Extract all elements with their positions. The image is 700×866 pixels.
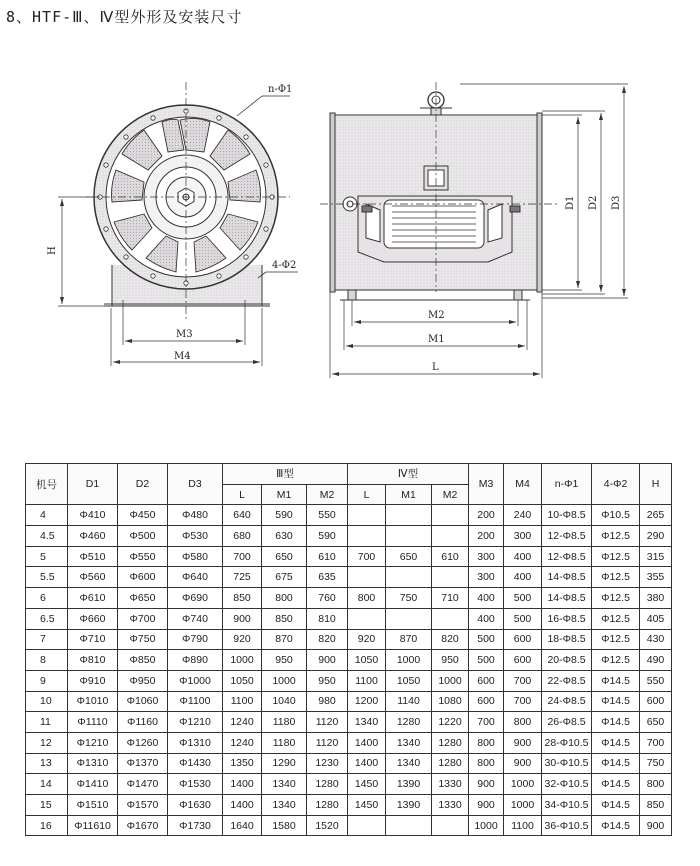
table-cell: 750	[640, 753, 672, 774]
table-cell: Φ12.5	[592, 650, 640, 671]
table-row	[26, 815, 672, 836]
header-n-phi1: n-Φ1	[542, 464, 592, 505]
table-cell: 675	[262, 567, 307, 588]
front-view	[58, 82, 298, 366]
table-cell: 850	[262, 608, 307, 629]
table-cell: 355	[640, 567, 672, 588]
table-row	[26, 691, 672, 712]
table-cell	[348, 526, 386, 547]
table-cell: 265	[640, 505, 672, 526]
table-cell: Φ1510	[68, 795, 118, 816]
table-cell: 4.5	[26, 526, 68, 547]
table-cell: Φ480	[168, 505, 223, 526]
table-cell: 10	[26, 691, 68, 712]
table-cell: 12-Φ8.5	[542, 526, 592, 547]
table-cell	[432, 567, 469, 588]
label-m3: M3	[176, 329, 193, 340]
table-cell: 6.5	[26, 608, 68, 629]
table-cell: 700	[504, 691, 542, 712]
table-cell: 980	[307, 691, 348, 712]
table-cell: 290	[640, 526, 672, 547]
table-row	[26, 608, 672, 629]
table-cell: Φ12.5	[592, 546, 640, 567]
table-cell: 820	[307, 629, 348, 650]
table-cell: 1240	[223, 712, 262, 733]
table-cell: 200	[469, 526, 504, 547]
table-cell: Φ1310	[68, 753, 118, 774]
table-cell: 950	[432, 650, 469, 671]
table-cell: 900	[307, 650, 348, 671]
table-row	[26, 712, 672, 733]
table-cell: 600	[504, 650, 542, 671]
table-cell: 1180	[262, 712, 307, 733]
table-cell: Φ12.5	[592, 629, 640, 650]
table-cell: Φ1670	[118, 815, 168, 836]
table-cell: 1340	[262, 795, 307, 816]
table-cell: 500	[504, 608, 542, 629]
table-cell: 1400	[348, 732, 386, 753]
header-4-phi2: 4-Φ2	[592, 464, 640, 505]
table-cell: 920	[348, 629, 386, 650]
table-cell: Φ1210	[68, 732, 118, 753]
table-cell: 1350	[223, 753, 262, 774]
table-cell: 5.5	[26, 567, 68, 588]
header-h: H	[640, 464, 672, 505]
table-cell: Φ750	[118, 629, 168, 650]
label-m4: M4	[174, 351, 191, 362]
side-foot-right	[514, 290, 522, 300]
table-cell: Φ1430	[168, 753, 223, 774]
table-cell: 800	[348, 588, 386, 609]
table-cell: 1050	[223, 670, 262, 691]
header-d3: D3	[168, 464, 223, 505]
table-cell	[386, 505, 432, 526]
table-cell: 1580	[262, 815, 307, 836]
table-cell: 650	[640, 712, 672, 733]
table-cell: Φ690	[168, 588, 223, 609]
table-cell: 900	[504, 732, 542, 753]
table-cell: 400	[504, 546, 542, 567]
table-cell: 590	[262, 505, 307, 526]
table-cell: 13	[26, 753, 68, 774]
table-cell: 700	[640, 732, 672, 753]
table-cell: 1100	[348, 670, 386, 691]
table-cell: 1280	[307, 795, 348, 816]
table-row	[26, 567, 672, 588]
table-cell: 640	[223, 505, 262, 526]
table-cell: 300	[469, 546, 504, 567]
table-cell	[386, 567, 432, 588]
table-row	[26, 650, 672, 671]
header-m3: M3	[469, 464, 504, 505]
table-cell: Φ600	[118, 567, 168, 588]
table-cell: 1450	[348, 774, 386, 795]
table-cell: 900	[469, 795, 504, 816]
table-cell: 650	[386, 546, 432, 567]
side-left-flange	[330, 113, 335, 292]
table-cell: 850	[640, 795, 672, 816]
table-cell: 240	[504, 505, 542, 526]
page-title: 8、HTF-Ⅲ、Ⅳ型外形及安装尺寸	[6, 8, 243, 26]
fan-dimension-drawing	[0, 40, 700, 460]
table-cell	[348, 608, 386, 629]
table-cell: 900	[504, 753, 542, 774]
table-cell: 1340	[386, 732, 432, 753]
table-cell: 600	[469, 670, 504, 691]
table-cell: Φ710	[68, 629, 118, 650]
table-cell: 700	[348, 546, 386, 567]
table-cell	[432, 526, 469, 547]
table-cell: 870	[262, 629, 307, 650]
table-cell: 15	[26, 795, 68, 816]
table-cell: 920	[223, 629, 262, 650]
header-type4-l: L	[348, 484, 386, 505]
table-cell: 1000	[504, 795, 542, 816]
table-cell: Φ14.5	[592, 774, 640, 795]
table-cell: 9	[26, 670, 68, 691]
table-cell: 26-Φ8.5	[542, 712, 592, 733]
table-cell: 800	[469, 753, 504, 774]
table-cell: Φ610	[68, 588, 118, 609]
table-cell: 1200	[348, 691, 386, 712]
header-d1: D1	[68, 464, 118, 505]
table-cell: 1400	[223, 795, 262, 816]
label-h: H	[47, 246, 58, 255]
table-cell: 11	[26, 712, 68, 733]
table-cell: Φ12.5	[592, 526, 640, 547]
table-cell: 710	[432, 588, 469, 609]
table-cell: 1180	[262, 732, 307, 753]
table-cell: 7	[26, 629, 68, 650]
table-cell: Φ12.5	[592, 588, 640, 609]
table-cell: 610	[432, 546, 469, 567]
table-cell: Φ580	[168, 546, 223, 567]
table-cell: 12-Φ8.5	[542, 546, 592, 567]
table-cell: Φ1630	[168, 795, 223, 816]
table-cell: 1050	[348, 650, 386, 671]
table-cell: 590	[307, 526, 348, 547]
table-cell	[432, 505, 469, 526]
side-right-flange	[537, 113, 542, 292]
table-cell: Φ550	[118, 546, 168, 567]
table-cell: 760	[307, 588, 348, 609]
table-cell: 12	[26, 732, 68, 753]
header-d2: D2	[118, 464, 168, 505]
table-cell: 900	[223, 608, 262, 629]
table-cell: 1000	[386, 650, 432, 671]
table-cell: Φ1470	[118, 774, 168, 795]
table-cell: Φ410	[68, 505, 118, 526]
table-cell: Φ10.5	[592, 505, 640, 526]
table-cell: 14-Φ8.5	[542, 567, 592, 588]
table-cell: Φ1410	[68, 774, 118, 795]
table-cell: 1340	[262, 774, 307, 795]
table-cell: 1330	[432, 774, 469, 795]
table-cell: 400	[504, 567, 542, 588]
table-cell: 650	[262, 546, 307, 567]
table-cell: 24-Φ8.5	[542, 691, 592, 712]
table-cell: 1000	[469, 815, 504, 836]
table-cell: 32-Φ10.5	[542, 774, 592, 795]
table-cell: 1000	[223, 650, 262, 671]
table-cell: 1120	[307, 712, 348, 733]
table-cell: Φ14.5	[592, 732, 640, 753]
header-type4: Ⅳ型	[348, 464, 469, 485]
table-cell: 500	[469, 650, 504, 671]
table-cell: Φ500	[118, 526, 168, 547]
table-cell: 34-Φ10.5	[542, 795, 592, 816]
table-cell: Φ530	[168, 526, 223, 547]
table-row	[26, 732, 672, 753]
table-cell: 1400	[348, 753, 386, 774]
table-cell: 1000	[504, 774, 542, 795]
table-cell: 1390	[386, 795, 432, 816]
table-cell: Φ660	[68, 608, 118, 629]
table-cell: Φ910	[68, 670, 118, 691]
table-cell: 1450	[348, 795, 386, 816]
table-cell: 725	[223, 567, 262, 588]
table-cell: 28-Φ10.5	[542, 732, 592, 753]
table-cell: 870	[386, 629, 432, 650]
table-row	[26, 795, 672, 816]
label-m1: M1	[428, 334, 445, 345]
table-cell: 315	[640, 546, 672, 567]
table-cell: 400	[469, 588, 504, 609]
table-cell: 36-Φ10.5	[542, 815, 592, 836]
table-cell: Φ790	[168, 629, 223, 650]
header-type4-m2: M2	[432, 484, 469, 505]
label-d1: D1	[565, 195, 576, 210]
table-cell: 630	[262, 526, 307, 547]
table-cell: Φ1210	[168, 712, 223, 733]
table-row	[26, 588, 672, 609]
table-cell: 300	[469, 567, 504, 588]
table-cell: Φ14.5	[592, 815, 640, 836]
table-cell: Φ1260	[118, 732, 168, 753]
table-cell: 405	[640, 608, 672, 629]
table-cell: 1080	[432, 691, 469, 712]
table-cell	[386, 815, 432, 836]
header-type3-m2: M2	[307, 484, 348, 505]
table-cell: 1100	[223, 691, 262, 712]
label-d2: D2	[588, 195, 599, 210]
table-cell: Φ890	[168, 650, 223, 671]
table-cell: 610	[307, 546, 348, 567]
table-cell: 900	[469, 774, 504, 795]
table-cell: 800	[504, 712, 542, 733]
table-cell: 1140	[386, 691, 432, 712]
label-4-phi2: 4-Φ2	[272, 260, 297, 271]
table-cell: 600	[504, 629, 542, 650]
table-cell: 600	[469, 691, 504, 712]
table-cell: Φ1010	[68, 691, 118, 712]
table-cell: Φ1160	[118, 712, 168, 733]
table-cell: 1280	[386, 712, 432, 733]
table-cell: 430	[640, 629, 672, 650]
table-cell: 300	[504, 526, 542, 547]
header-type3-m1: M1	[262, 484, 307, 505]
table-cell: 950	[307, 670, 348, 691]
table-cell: 6	[26, 588, 68, 609]
table-row	[26, 526, 672, 547]
table-cell: Φ1530	[168, 774, 223, 795]
table-cell: Φ1110	[68, 712, 118, 733]
table-cell: Φ14.5	[592, 670, 640, 691]
table-cell: 8	[26, 650, 68, 671]
label-n-phi1: n-Φ1	[268, 84, 293, 95]
table-cell: 900	[640, 815, 672, 836]
table-cell: 200	[469, 505, 504, 526]
table-cell: 14	[26, 774, 68, 795]
table-cell: 14-Φ8.5	[542, 588, 592, 609]
table-row	[26, 774, 672, 795]
table-cell	[348, 567, 386, 588]
side-foot-left	[348, 290, 356, 300]
table-cell: 16	[26, 815, 68, 836]
header-m4: M4	[504, 464, 542, 505]
table-cell: 820	[432, 629, 469, 650]
table-cell: Φ1060	[118, 691, 168, 712]
table-cell: 4	[26, 505, 68, 526]
table-cell: 500	[469, 629, 504, 650]
table-cell	[386, 526, 432, 547]
table-cell: 1050	[386, 670, 432, 691]
table-cell: Φ950	[118, 670, 168, 691]
table-cell: 600	[640, 691, 672, 712]
table-cell: 1000	[432, 670, 469, 691]
table-cell: 22-Φ8.5	[542, 670, 592, 691]
table-cell: Φ700	[118, 608, 168, 629]
table-cell: 1330	[432, 795, 469, 816]
table-cell: Φ1310	[168, 732, 223, 753]
table-row	[26, 753, 672, 774]
table-cell: 1400	[223, 774, 262, 795]
table-cell: Φ510	[68, 546, 118, 567]
table-cell: Φ14.5	[592, 691, 640, 712]
table-row	[26, 546, 672, 567]
table-cell: Φ14.5	[592, 795, 640, 816]
table-cell	[432, 608, 469, 629]
table-cell: 1230	[307, 753, 348, 774]
header-type3: Ⅲ型	[223, 464, 348, 485]
table-cell: 1040	[262, 691, 307, 712]
table-cell: 1280	[432, 753, 469, 774]
table-cell: 400	[469, 608, 504, 629]
table-cell: 700	[504, 670, 542, 691]
table-cell: 10-Φ8.5	[542, 505, 592, 526]
table-cell: 800	[469, 732, 504, 753]
table-cell	[432, 815, 469, 836]
table-cell: 850	[223, 588, 262, 609]
table-body	[26, 505, 672, 836]
table-cell: 700	[223, 546, 262, 567]
table-cell: Φ1730	[168, 815, 223, 836]
table-cell: Φ810	[68, 650, 118, 671]
table-cell: 1280	[432, 732, 469, 753]
table-cell: 1240	[223, 732, 262, 753]
table-cell: 1120	[307, 732, 348, 753]
table-cell: Φ850	[118, 650, 168, 671]
header-model: 机号	[26, 464, 68, 505]
table-cell: Φ1570	[118, 795, 168, 816]
table-cell: 810	[307, 608, 348, 629]
table-cell: Φ650	[118, 588, 168, 609]
table-cell: 5	[26, 546, 68, 567]
table-cell: 750	[386, 588, 432, 609]
table-cell: 16-Φ8.5	[542, 608, 592, 629]
table-cell: Φ11610	[68, 815, 118, 836]
table-cell: Φ12.5	[592, 567, 640, 588]
table-cell: 1100	[504, 815, 542, 836]
table-cell: Φ12.5	[592, 608, 640, 629]
table-cell: Φ560	[68, 567, 118, 588]
table-cell: 1520	[307, 815, 348, 836]
table-cell: 500	[504, 588, 542, 609]
table-row	[26, 670, 672, 691]
table-cell: Φ1100	[168, 691, 223, 712]
table-cell	[386, 608, 432, 629]
table-cell: 1280	[307, 774, 348, 795]
table-cell: 800	[262, 588, 307, 609]
header-type3-l: L	[223, 484, 262, 505]
table-cell: 1390	[386, 774, 432, 795]
table-cell: 800	[640, 774, 672, 795]
table-cell: 490	[640, 650, 672, 671]
table-cell: 30-Φ10.5	[542, 753, 592, 774]
table-cell: Φ640	[168, 567, 223, 588]
table-cell: 635	[307, 567, 348, 588]
table-cell: 550	[307, 505, 348, 526]
table-cell: 700	[469, 712, 504, 733]
table-cell: 1000	[262, 670, 307, 691]
table-cell: 380	[640, 588, 672, 609]
table-cell: Φ740	[168, 608, 223, 629]
table-cell: Φ1000	[168, 670, 223, 691]
dimension-table	[25, 463, 672, 836]
table-cell: 18-Φ8.5	[542, 629, 592, 650]
table-cell: 550	[640, 670, 672, 691]
label-m2: M2	[428, 310, 445, 321]
table-cell: 1340	[386, 753, 432, 774]
side-view	[320, 82, 628, 378]
table-cell	[348, 815, 386, 836]
table-cell: Φ14.5	[592, 753, 640, 774]
table-row	[26, 629, 672, 650]
table-cell: Φ450	[118, 505, 168, 526]
label-l: L	[432, 362, 439, 373]
table-row	[26, 505, 672, 526]
label-d3: D3	[611, 195, 622, 210]
table-cell: Φ460	[68, 526, 118, 547]
table-cell: 680	[223, 526, 262, 547]
header-type4-m1: M1	[386, 484, 432, 505]
table-cell	[348, 505, 386, 526]
table-cell: 1290	[262, 753, 307, 774]
table-cell: 20-Φ8.5	[542, 650, 592, 671]
table-cell: Φ1370	[118, 753, 168, 774]
table-cell: 950	[262, 650, 307, 671]
table-cell: Φ14.5	[592, 712, 640, 733]
table-cell: 1340	[348, 712, 386, 733]
table-cell: 1640	[223, 815, 262, 836]
table-cell: 1220	[432, 712, 469, 733]
